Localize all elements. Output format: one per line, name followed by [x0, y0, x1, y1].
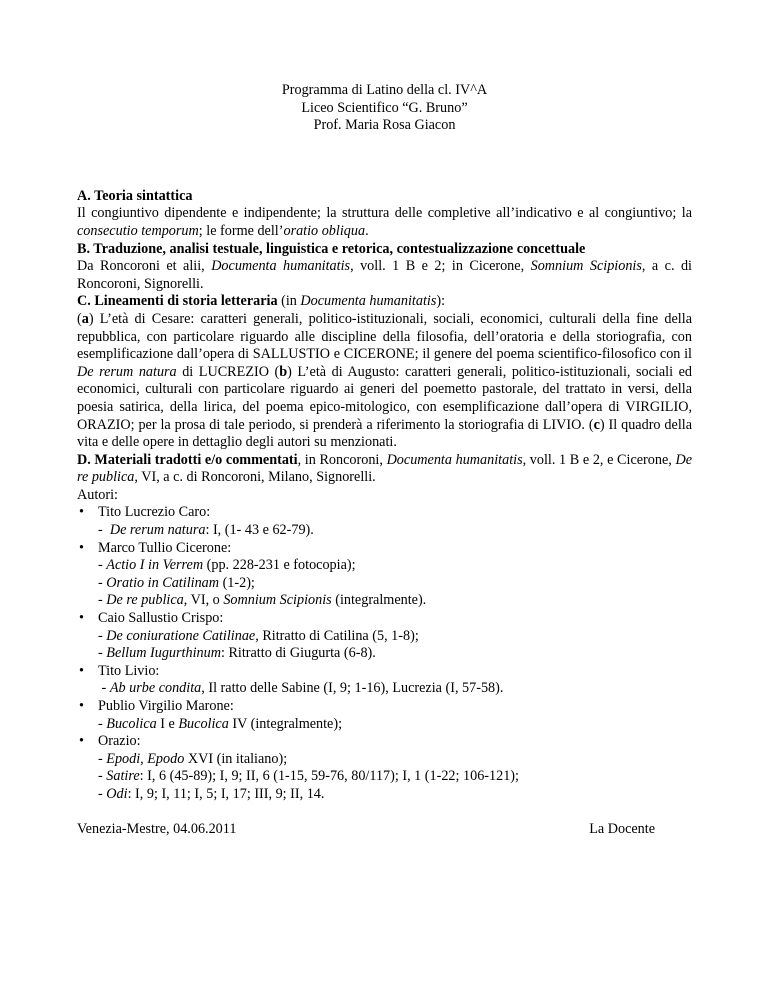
author-block — [98, 663, 503, 698]
text: , VI, a c. di Roncoroni, Milano, Signorelli. — [134, 469, 376, 486]
text: , in Roncoroni, — [297, 451, 387, 468]
section-c-title: C. Lineamenti di storia letteraria — [77, 293, 278, 310]
header-course: Programma di Latino della cl. IV^A — [281, 82, 488, 98]
text: L’età di Cesare: caratteri generali, politico-istituzionali, sociali, economici, culturali della fine della repubblica, con particolare riguardo alle discipline della filosofia, dell’oratoria e della storiografia, con esemplificazione dall’opera di SALLUSTIO e CICERONE; il genere del poema scientifico-filosofico con il — [77, 310, 692, 363]
author-block — [98, 504, 314, 539]
work-line — [98, 645, 419, 663]
dash: - — [98, 592, 107, 609]
work-title: Bucolica — [106, 715, 157, 732]
work-title: Satire — [106, 768, 140, 785]
work-line — [98, 575, 426, 593]
section-b-title: B. Traduzione, analisi testuale, linguistica e retorica, contestualizzazione concettuale — [77, 240, 586, 257]
text: Da Roncoroni et alii, — [77, 258, 212, 275]
work-title: Odi — [106, 785, 128, 802]
text: ): — [436, 293, 446, 310]
author-name: Tito Livio: — [98, 662, 160, 679]
work-title: De coniuratione Catilinae — [106, 627, 256, 644]
work-detail: (1-2); — [219, 574, 255, 591]
dash: - — [98, 768, 107, 785]
author-virgilio — [77, 698, 692, 733]
italic-text: Documenta humanitatis — [300, 293, 437, 310]
work-title: Ab urbe condita — [109, 680, 202, 697]
signature-label: La Docente — [589, 820, 655, 837]
work-line — [98, 680, 503, 698]
text: (in — [277, 293, 301, 310]
work-line — [98, 716, 342, 734]
bullet-icon: • — [79, 539, 84, 556]
work-detail: XVI (in italiano); — [184, 750, 288, 767]
dash: - — [98, 557, 107, 574]
dash: - — [98, 680, 110, 697]
document-footer — [77, 821, 692, 839]
document-page — [77, 82, 692, 838]
text: Il congiuntivo dipendente e indipendente; la struttura delle completive all’indicativo e al congiuntivo; la — [77, 205, 692, 222]
paren: ( — [77, 310, 82, 327]
paren: ( — [588, 416, 594, 433]
work-detail: IV (integralmente); — [228, 715, 343, 732]
text: L’età di Augusto: caratteri generali, politico-istituzionali, sociali ed economici, culturali con particolare riguardo ai generi del poemetto pastorale, del trattato in versi, della poesia satirica, della lirica, del poema epico-mitologico, con esemplificazione dall’opera di VIRGILIO, ORAZIO; per la prosa di tale periodo, si prenderà a riferimento la storiografia di LIVIO. — [77, 363, 692, 433]
paren: ) — [599, 416, 605, 433]
author-sallustio — [77, 610, 692, 663]
italic-text: Documenta humanitatis — [211, 258, 351, 275]
text: , a c. di Roncoroni, Signorelli. — [77, 258, 692, 292]
work-title: Somnium Scipionis — [223, 592, 332, 609]
dash: - — [98, 522, 110, 539]
author-block — [98, 540, 426, 610]
dash: - — [98, 785, 107, 802]
work-line — [98, 557, 426, 575]
work-title: De rerum natura — [109, 522, 206, 539]
dash: - — [98, 715, 107, 732]
author-lucrezio — [77, 504, 692, 539]
text: , voll. 1 B e 2; in Cicerone, — [350, 258, 531, 275]
work-detail: : I, (1- 43 e 62-79). — [205, 522, 314, 539]
work-title: Bucolica — [178, 715, 229, 732]
document-header — [77, 82, 692, 135]
author-name: Marco Tullio Cicerone: — [98, 539, 232, 556]
place-date: Venezia-Mestre, 04.06.2011 — [77, 820, 237, 837]
authors-label: Autori: — [77, 486, 118, 503]
section-c-heading — [77, 293, 692, 311]
work-detail: , Il ratto delle Sabine (I, 9; 1-16), Lucrezia (I, 57-58). — [201, 680, 504, 697]
point-b-letter: b — [279, 363, 288, 380]
section-d-title: D. Materiali tradotti e/o commentati — [77, 451, 298, 468]
paren: ) — [88, 310, 94, 327]
work-detail: (integralmente). — [331, 592, 427, 609]
work-title: Epodi, Epodo — [106, 750, 185, 767]
work-detail: , Ritratto di Catilina (5, 1-8); — [255, 627, 419, 644]
work-title: De re publica — [106, 592, 184, 609]
dash: - — [98, 750, 107, 767]
work-line — [98, 522, 314, 540]
point-a-letter: a — [81, 310, 89, 327]
work-title: Bellum Iugurthinum — [106, 645, 221, 662]
author-livio — [77, 663, 692, 698]
author-name: Tito Lucrezio Caro: — [98, 504, 211, 521]
work-title: Oratio in Catilinam — [106, 574, 220, 591]
work-line — [98, 751, 519, 769]
bullet-icon: • — [79, 698, 84, 714]
section-a-title: A. Teoria sintattica — [77, 187, 193, 204]
work-detail: , VI, o — [183, 592, 224, 609]
bullet-icon: • — [79, 610, 84, 627]
work-line — [98, 786, 519, 804]
author-block — [98, 698, 342, 733]
italic-text: Somnium Scipionis — [530, 258, 642, 275]
work-detail: (pp. 228-231 e fotocopia); — [203, 557, 356, 574]
section-a-text — [77, 205, 692, 240]
paren: ) — [287, 363, 292, 380]
dash: - — [98, 645, 107, 662]
section-b-text — [77, 258, 692, 293]
work-detail: : I, 6 (45-89); I, 9; II, 6 (1-15, 59-76, 80/117); I, 1 (1-22; 106-121); — [139, 768, 519, 785]
work-line — [98, 628, 419, 646]
paren: ( — [274, 363, 280, 380]
work-detail: I e — [156, 715, 179, 732]
author-name: Publio Virgilio Marone: — [98, 698, 234, 714]
italic-text: Documenta humanitatis — [386, 451, 523, 468]
dash: - — [98, 627, 107, 644]
bullet-icon: • — [79, 504, 84, 521]
italic-text: De rerum natura — [77, 363, 177, 380]
author-name: Caio Sallustio Crispo: — [98, 610, 224, 627]
section-d-text — [77, 452, 692, 487]
bullet-icon: • — [79, 733, 84, 750]
work-line — [98, 768, 519, 786]
text: Il quadro della vita e delle opere in dettaglio degli autori su menzionati. — [77, 416, 692, 451]
text: . — [365, 222, 369, 239]
text: ; le forme dell’ — [198, 222, 284, 239]
text: di LUCREZIO — [176, 363, 275, 380]
work-title: Actio I in Verrem — [106, 557, 204, 574]
author-block — [98, 733, 519, 803]
header-school: Liceo Scientifico “G. Bruno” — [301, 99, 468, 116]
italic-text: consecutio temporum — [77, 222, 199, 239]
text: , voll. 1 B e 2, e Cicerone, — [522, 451, 676, 468]
author-cicerone — [77, 540, 692, 610]
dash: - — [98, 574, 107, 591]
point-c-letter: c — [593, 416, 600, 433]
work-detail: : Ritratto di Giugurta (6-8). — [220, 645, 376, 662]
bullet-icon: • — [79, 662, 84, 679]
author-block — [98, 610, 419, 663]
header-spacer — [77, 135, 692, 188]
work-detail: : I, 9; I, 11; I, 5; I, 17; III, 9; II, 14. — [127, 785, 325, 802]
header-teacher: Prof. Maria Rosa Giacon — [313, 117, 456, 134]
italic-text: oratio obliqua — [283, 222, 366, 239]
author-orazio — [77, 733, 692, 803]
section-c-text — [77, 311, 692, 452]
italic-text: De re publica — [77, 451, 692, 486]
author-name: Orazio: — [98, 733, 141, 750]
work-line — [98, 592, 426, 610]
